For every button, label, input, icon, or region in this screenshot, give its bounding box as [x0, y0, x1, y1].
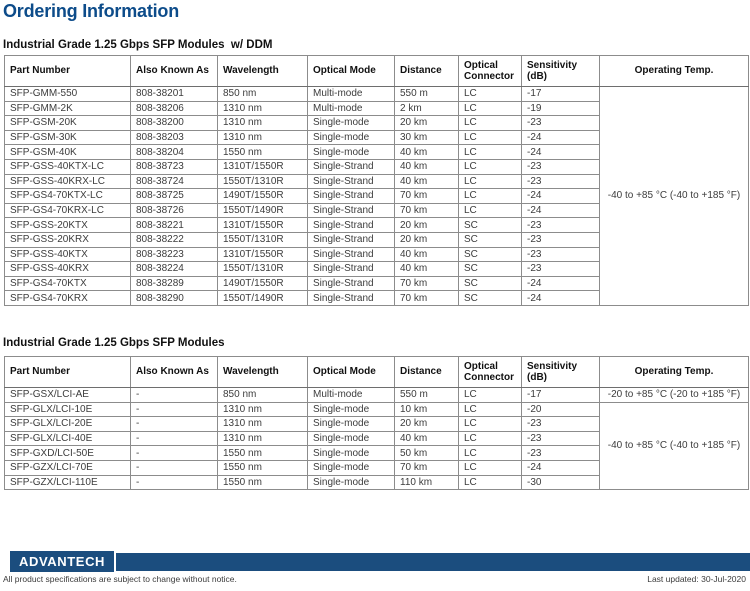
cell-part: SFP-GSM-20K: [5, 116, 131, 131]
cell-part: SFP-GS4-70KRX-LC: [5, 203, 131, 218]
cell-sensitivity: -30: [522, 475, 600, 490]
cell-distance: 20 km: [395, 218, 459, 233]
col-header-temp: Operating Temp.: [600, 357, 749, 388]
col-header-wavelength: Wavelength: [218, 56, 308, 87]
cell-aka: -: [131, 417, 218, 432]
cell-part: SFP-GS4-70KTX-LC: [5, 189, 131, 204]
table-row: [5, 87, 749, 102]
last-updated-text: Last updated: 30-Jul-2020: [647, 574, 746, 584]
cell-distance: 20 km: [395, 417, 459, 432]
cell-wavelength: 1490T/1550R: [218, 276, 308, 291]
cell-sensitivity: -19: [522, 101, 600, 116]
cell-mode: Single-mode: [308, 431, 395, 446]
cell-wavelength: 1550 nm: [218, 460, 308, 475]
cell-mode: Single-Strand: [308, 262, 395, 277]
cell-operating-temp: -20 to +85 °C (-20 to +185 °F): [600, 388, 749, 403]
cell-mode: Multi-mode: [308, 87, 395, 102]
cell-wavelength: 1550T/1490R: [218, 291, 308, 306]
cell-sensitivity: -17: [522, 388, 600, 403]
cell-part: SFP-GMM-2K: [5, 101, 131, 116]
cell-sensitivity: -23: [522, 446, 600, 461]
cell-aka: -: [131, 460, 218, 475]
cell-wavelength: 1550T/1310R: [218, 262, 308, 277]
cell-aka: 808-38222: [131, 232, 218, 247]
cell-wavelength: 1310 nm: [218, 130, 308, 145]
cell-wavelength: 1550 nm: [218, 475, 308, 490]
cell-sensitivity: -24: [522, 189, 600, 204]
cell-distance: 70 km: [395, 203, 459, 218]
cell-connector: LC: [459, 130, 522, 145]
cell-sensitivity: -24: [522, 291, 600, 306]
cell-wavelength: 1310 nm: [218, 101, 308, 116]
cell-mode: Single-Strand: [308, 159, 395, 174]
table1-title: Industrial Grade 1.25 Gbps SFP Modules w/ DDM: [3, 39, 273, 51]
table1-header: [5, 56, 749, 87]
cell-mode: Single-Strand: [308, 203, 395, 218]
cell-sensitivity: -23: [522, 431, 600, 446]
cell-connector: LC: [459, 159, 522, 174]
cell-mode: Multi-mode: [308, 101, 395, 116]
cell-distance: 20 km: [395, 116, 459, 131]
col-header-aka: Also Known As: [131, 357, 218, 388]
cell-connector: SC: [459, 276, 522, 291]
table2-header: [5, 357, 749, 388]
cell-connector: LC: [459, 116, 522, 131]
cell-part: SFP-GSX/LCI-AE: [5, 388, 131, 403]
cell-sensitivity: -23: [522, 116, 600, 131]
table-row: [5, 388, 749, 403]
cell-operating-temp: -40 to +85 °C (-40 to +185 °F): [600, 402, 749, 490]
cell-connector: LC: [459, 460, 522, 475]
col-header-aka: Also Known As: [131, 56, 218, 87]
cell-aka: 808-38223: [131, 247, 218, 262]
col-header-distance: Distance: [395, 56, 459, 87]
cell-distance: 40 km: [395, 159, 459, 174]
cell-sensitivity: -23: [522, 417, 600, 432]
cell-sensitivity: -24: [522, 203, 600, 218]
cell-mode: Single-mode: [308, 460, 395, 475]
sfp-modules-ddm-table: [4, 55, 749, 306]
table2-body: [5, 388, 749, 490]
page-title: Ordering Information: [3, 1, 180, 21]
cell-mode: Single-Strand: [308, 291, 395, 306]
cell-part: SFP-GSM-30K: [5, 130, 131, 145]
cell-part: SFP-GSS-40KTX: [5, 247, 131, 262]
cell-part: SFP-GS4-70KRX: [5, 291, 131, 306]
cell-wavelength: 850 nm: [218, 388, 308, 403]
cell-mode: Single-Strand: [308, 276, 395, 291]
cell-wavelength: 1550T/1490R: [218, 203, 308, 218]
cell-sensitivity: -23: [522, 247, 600, 262]
cell-sensitivity: -23: [522, 218, 600, 233]
cell-part: SFP-GZX/LCI-110E: [5, 475, 131, 490]
cell-distance: 70 km: [395, 189, 459, 204]
cell-aka: 808-38206: [131, 101, 218, 116]
cell-aka: 808-38289: [131, 276, 218, 291]
cell-distance: 2 km: [395, 101, 459, 116]
cell-sensitivity: -23: [522, 159, 600, 174]
cell-distance: 70 km: [395, 291, 459, 306]
cell-sensitivity: -24: [522, 145, 600, 160]
cell-connector: LC: [459, 174, 522, 189]
cell-wavelength: 1310T/1550R: [218, 159, 308, 174]
cell-sensitivity: -17: [522, 87, 600, 102]
cell-wavelength: 1550 nm: [218, 446, 308, 461]
cell-aka: -: [131, 388, 218, 403]
cell-sensitivity: -24: [522, 460, 600, 475]
col-header-part: Part Number: [5, 357, 131, 388]
cell-distance: 30 km: [395, 130, 459, 145]
cell-sensitivity: -23: [522, 174, 600, 189]
cell-wavelength: 1310 nm: [218, 431, 308, 446]
cell-wavelength: 850 nm: [218, 87, 308, 102]
cell-connector: LC: [459, 388, 522, 403]
cell-part: SFP-GSS-40KTX-LC: [5, 159, 131, 174]
cell-aka: 808-38224: [131, 262, 218, 277]
col-header-sensitivity: Sensitivity (dB): [522, 357, 600, 388]
cell-distance: 70 km: [395, 276, 459, 291]
cell-aka: 808-38726: [131, 203, 218, 218]
cell-mode: Single-Strand: [308, 174, 395, 189]
cell-part: SFP-GSS-40KRX: [5, 262, 131, 277]
col-header-connector: Optical Connector: [459, 357, 522, 388]
cell-part: SFP-GSS-20KRX: [5, 232, 131, 247]
cell-mode: Multi-mode: [308, 388, 395, 403]
cell-part: SFP-GLX/LCI-40E: [5, 431, 131, 446]
cell-distance: 40 km: [395, 174, 459, 189]
cell-aka: 808-38200: [131, 116, 218, 131]
col-header-mode: Optical Mode: [308, 56, 395, 87]
cell-wavelength: 1310 nm: [218, 402, 308, 417]
cell-aka: 808-38723: [131, 159, 218, 174]
cell-connector: LC: [459, 101, 522, 116]
col-header-distance: Distance: [395, 357, 459, 388]
cell-mode: Single-mode: [308, 130, 395, 145]
cell-distance: 50 km: [395, 446, 459, 461]
col-header-connector: Optical Connector: [459, 56, 522, 87]
cell-connector: LC: [459, 402, 522, 417]
col-header-wavelength: Wavelength: [218, 357, 308, 388]
cell-connector: LC: [459, 145, 522, 160]
cell-mode: Single-mode: [308, 417, 395, 432]
cell-part: SFP-GS4-70KTX: [5, 276, 131, 291]
cell-operating-temp: -40 to +85 °C (-40 to +185 °F): [600, 87, 749, 306]
cell-sensitivity: -23: [522, 262, 600, 277]
cell-connector: SC: [459, 291, 522, 306]
cell-aka: 808-38724: [131, 174, 218, 189]
cell-part: SFP-GXD/LCI-50E: [5, 446, 131, 461]
cell-connector: LC: [459, 431, 522, 446]
cell-aka: -: [131, 431, 218, 446]
cell-mode: Single-mode: [308, 475, 395, 490]
disclaimer-text: All product specifications are subject to change without notice.: [3, 574, 237, 584]
cell-wavelength: 1550 nm: [218, 145, 308, 160]
cell-wavelength: 1310T/1550R: [218, 247, 308, 262]
cell-mode: Single-mode: [308, 446, 395, 461]
cell-connector: SC: [459, 262, 522, 277]
cell-aka: 808-38201: [131, 87, 218, 102]
cell-aka: -: [131, 446, 218, 461]
cell-distance: 20 km: [395, 232, 459, 247]
cell-sensitivity: -24: [522, 276, 600, 291]
cell-aka: -: [131, 402, 218, 417]
cell-mode: Single-mode: [308, 145, 395, 160]
cell-connector: LC: [459, 417, 522, 432]
cell-connector: SC: [459, 218, 522, 233]
footer-text-row: [3, 574, 746, 584]
table2-title: Industrial Grade 1.25 Gbps SFP Modules: [3, 337, 225, 349]
cell-sensitivity: -20: [522, 402, 600, 417]
cell-distance: 70 km: [395, 460, 459, 475]
cell-distance: 550 m: [395, 388, 459, 403]
cell-part: SFP-GSM-40K: [5, 145, 131, 160]
cell-sensitivity: -23: [522, 232, 600, 247]
cell-distance: 550 m: [395, 87, 459, 102]
cell-mode: Single-Strand: [308, 189, 395, 204]
cell-wavelength: 1310T/1550R: [218, 218, 308, 233]
cell-aka: -: [131, 475, 218, 490]
cell-aka: 808-38203: [131, 130, 218, 145]
cell-mode: Single-mode: [308, 402, 395, 417]
cell-connector: SC: [459, 232, 522, 247]
sfp-modules-table: [4, 356, 749, 490]
cell-wavelength: 1550T/1310R: [218, 174, 308, 189]
cell-distance: 110 km: [395, 475, 459, 490]
cell-aka: 808-38221: [131, 218, 218, 233]
cell-connector: LC: [459, 203, 522, 218]
cell-distance: 40 km: [395, 145, 459, 160]
cell-connector: LC: [459, 446, 522, 461]
footer-bar: [116, 553, 750, 571]
col-header-temp: Operating Temp.: [600, 56, 749, 87]
cell-part: SFP-GLX/LCI-10E: [5, 402, 131, 417]
cell-distance: 40 km: [395, 247, 459, 262]
cell-connector: LC: [459, 87, 522, 102]
cell-mode: Single-Strand: [308, 232, 395, 247]
cell-wavelength: 1310 nm: [218, 116, 308, 131]
col-header-part: Part Number: [5, 56, 131, 87]
cell-part: SFP-GSS-20KTX: [5, 218, 131, 233]
cell-part: SFP-GLX/LCI-20E: [5, 417, 131, 432]
cell-distance: 40 km: [395, 431, 459, 446]
cell-distance: 40 km: [395, 262, 459, 277]
col-header-mode: Optical Mode: [308, 357, 395, 388]
cell-mode: Single-Strand: [308, 218, 395, 233]
table-row: [5, 402, 749, 417]
cell-wavelength: 1490T/1550R: [218, 189, 308, 204]
cell-sensitivity: -24: [522, 130, 600, 145]
col-header-sensitivity: Sensitivity (dB): [522, 56, 600, 87]
cell-connector: LC: [459, 189, 522, 204]
cell-mode: Single-Strand: [308, 247, 395, 262]
table1-body: [5, 87, 749, 306]
advantech-logo: ADVANTECH: [10, 551, 114, 572]
cell-mode: Single-mode: [308, 116, 395, 131]
cell-part: SFP-GMM-550: [5, 87, 131, 102]
cell-connector: SC: [459, 247, 522, 262]
cell-aka: 808-38204: [131, 145, 218, 160]
cell-part: SFP-GSS-40KRX-LC: [5, 174, 131, 189]
footer-logo-row: [10, 551, 750, 572]
cell-part: SFP-GZX/LCI-70E: [5, 460, 131, 475]
cell-distance: 10 km: [395, 402, 459, 417]
cell-wavelength: 1550T/1310R: [218, 232, 308, 247]
cell-connector: LC: [459, 475, 522, 490]
cell-wavelength: 1310 nm: [218, 417, 308, 432]
cell-aka: 808-38725: [131, 189, 218, 204]
cell-aka: 808-38290: [131, 291, 218, 306]
